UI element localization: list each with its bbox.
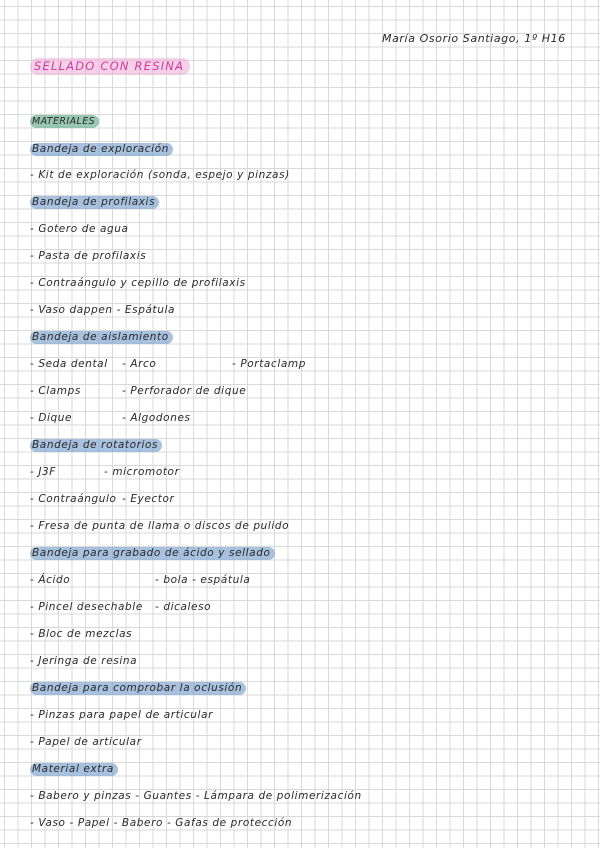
list-item: - Babero y pinzas - Guantes - Lámpara de polimerización (30, 790, 362, 802)
list-item: - Papel de articular (30, 736, 142, 748)
list-item: - Jeringa de resina (30, 655, 138, 667)
list-item: - Bloc de mezclas (30, 628, 133, 640)
list-item: - bola - espátula (155, 574, 251, 586)
list-item: - Seda dental (30, 358, 108, 370)
list-item: - Eyector (122, 493, 175, 505)
list-item: - Pasta de profilaxis (30, 250, 147, 262)
section-heading-exploracion: Bandeja de exploración (30, 143, 173, 156)
list-item: - Clamps (30, 385, 81, 397)
list-item: - Gotero de agua (30, 223, 129, 235)
list-item: - micromotor (104, 466, 180, 478)
list-item: - Ácido (30, 574, 71, 586)
list-item: - Perforador de dique (122, 385, 247, 397)
list-item: - Vaso dappen - Espátula (30, 304, 176, 316)
list-item: - Fresa de punta de llama o discos de pulido (30, 520, 290, 532)
materiales-heading: MATERIALES (30, 115, 99, 128)
list-item: - Vaso - Papel - Babero - Gafas de protección (30, 817, 293, 829)
list-item: - Arco (122, 358, 157, 370)
section-heading-oclusion: Bandeja para comprobar la oclusión (30, 682, 246, 695)
section-heading-rotatorios: Bandeja de rotatorios (30, 439, 162, 452)
list-item: - Algodones (122, 412, 191, 424)
section-heading-aislamiento: Bandeja de aislamiento (30, 331, 173, 344)
list-item: - dicaleso (155, 601, 212, 613)
author-name: María Osorio Santiago, 1º H16 (382, 32, 566, 45)
section-heading-profilaxis: Bandeja de profilaxis (30, 196, 159, 209)
list-item: - Pincel desechable (30, 601, 143, 613)
list-item: - Kit de exploración (sonda, espejo y pinzas) (30, 169, 290, 181)
list-item: - J3F (30, 466, 56, 478)
page-title: SELLADO CON RESINA (30, 58, 190, 75)
list-item: - Contraángulo y cepillo de profilaxis (30, 277, 246, 289)
list-item: - Portaclamp (232, 358, 306, 370)
list-item: - Pinzas para papel de articular (30, 709, 213, 721)
list-item: - Contraángulo (30, 493, 117, 505)
list-item: - Dique (30, 412, 73, 424)
section-heading-extra: Material extra (30, 763, 118, 776)
section-heading-grabado: Bandeja para grabado de ácido y sellado (30, 547, 275, 560)
